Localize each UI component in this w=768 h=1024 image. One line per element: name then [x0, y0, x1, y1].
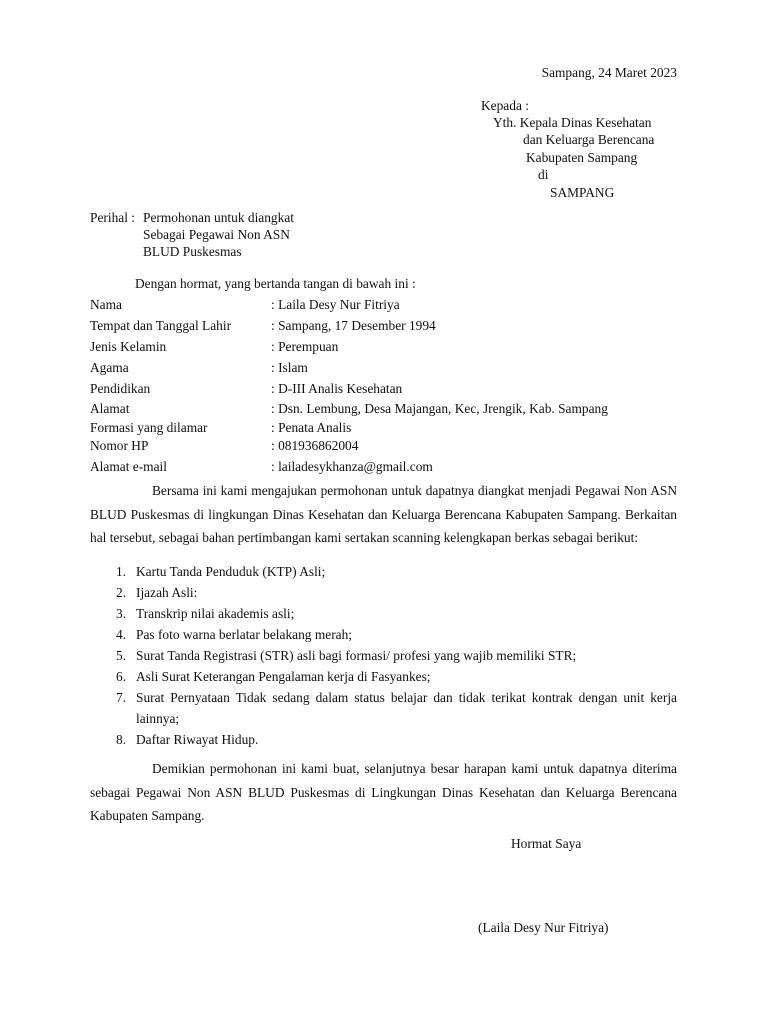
- identity-row-ttl: [90, 316, 690, 337]
- identity-table: [90, 295, 690, 477]
- list-number: 8.: [116, 732, 127, 747]
- perihal-line: Permohonan untuk diangkat: [143, 210, 294, 225]
- list-item: [90, 561, 677, 582]
- list-number: 1.: [116, 564, 127, 579]
- identity-key: Jenis Kelamin: [90, 338, 167, 354]
- list-text: Ijazah Asli:: [136, 585, 198, 600]
- list-text: Asli Surat Keterangan Pengalaman kerja di Fasyankes;: [136, 669, 431, 684]
- list-item: [90, 729, 677, 750]
- recipient-line: Yth. Kepala Dinas Kesehatan: [493, 115, 652, 131]
- recipient-line: Kabupaten Sampang: [526, 149, 638, 165]
- list-text: Daftar Riwayat Hidup.: [136, 732, 259, 747]
- recipient-line: SAMPANG: [550, 185, 615, 201]
- list-number: 5.: [116, 648, 127, 663]
- list-item: [90, 603, 677, 624]
- recipient-block: [481, 97, 654, 201]
- identity-row-nomor-hp: [90, 436, 690, 457]
- identity-row-email: [90, 457, 690, 478]
- list-item: [90, 687, 677, 729]
- list-number: 4.: [116, 627, 127, 642]
- perihal-line: Sebagai Pegawai Non ASN: [143, 227, 290, 242]
- body-paragraph-2: Demikian permohonan ini kami buat, selanjutnya besar harapan kami untuk dapatnya diterima sebagai Pegawai Non ASN BLUD Puskesmas di Lingkungan Dinas Kesehatan dan Keluarga Berencana Kabupaten Sampang.: [90, 761, 677, 823]
- list-text: Kartu Tanda Penduduk (KTP) Asli;: [136, 564, 326, 579]
- identity-value: : Penata Analis: [271, 419, 352, 435]
- identity-key: Pendidikan: [90, 380, 151, 396]
- list-number: 2.: [116, 585, 127, 600]
- identity-value: : D-III Analis Kesehatan: [271, 380, 403, 396]
- identity-key: Alamat: [90, 401, 130, 417]
- requirements-list: [90, 561, 677, 750]
- identity-key: Nomor HP: [90, 438, 149, 454]
- list-item: [90, 582, 677, 603]
- identity-row-pendidikan: [90, 378, 690, 399]
- identity-value: : 081936862004: [271, 438, 359, 454]
- identity-key: Agama: [90, 359, 129, 375]
- list-item: [90, 624, 677, 645]
- recipient-kepada: Kepada :: [481, 98, 529, 113]
- perihal-block: [90, 209, 294, 260]
- letter-date: Sampang, 24 Maret 2023: [541, 65, 677, 80]
- perihal-line: BLUD Puskesmas: [143, 244, 242, 259]
- identity-value: : Sampang, 17 Desember 1994: [271, 318, 436, 334]
- signature-name: (Laila Desy Nur Fitriya): [478, 920, 609, 935]
- greeting: Dengan hormat, yang bertanda tangan di bawah ini :: [135, 276, 416, 291]
- body-paragraph-1: Bersama ini kami mengajukan permohonan untuk dapatnya diangkat menjadi Pegawai Non ASN BLUD Puskesmas di lingkungan Dinas Kesehatan dan Keluarga Berencana Kabupaten Sampang. Berkaitan hal tersebut, sebagai bahan pertimbangan kami sertakan scanning kelengkapan berkas sebagai berikut:: [90, 483, 677, 545]
- identity-value: : Dsn. Lembung, Desa Majangan, Kec, Jrengik, Kab. Sampang: [271, 401, 608, 417]
- identity-row-nama: [90, 295, 690, 316]
- identity-value: : Laila Desy Nur Fitriya: [271, 297, 400, 313]
- list-item: [90, 666, 677, 687]
- recipient-line: di: [538, 166, 549, 182]
- identity-key: Alamat e-mail: [90, 458, 167, 474]
- list-text: Transkrip nilai akademis asli;: [136, 606, 295, 621]
- list-number: 6.: [116, 669, 127, 684]
- identity-value: : lailadesykhanza@gmail.com: [271, 458, 433, 474]
- identity-row-formasi: [90, 420, 690, 436]
- list-text: Pas foto warna berlatar belakang merah;: [136, 627, 353, 642]
- list-item: [90, 645, 677, 666]
- identity-key: Formasi yang dilamar: [90, 419, 208, 435]
- perihal-label: Perihal :: [90, 210, 135, 225]
- list-number: 3.: [116, 606, 127, 621]
- identity-row-alamat: [90, 399, 690, 420]
- identity-value: : Perempuan: [271, 338, 339, 354]
- identity-key: Tempat dan Tanggal Lahir: [90, 318, 232, 334]
- identity-row-jenis-kelamin: [90, 337, 690, 358]
- recipient-line: dan Keluarga Berencana: [523, 132, 655, 148]
- list-number: 7.: [116, 690, 127, 705]
- identity-key: Nama: [90, 297, 122, 313]
- identity-value: : Islam: [271, 359, 308, 375]
- list-text: Surat Tanda Registrasi (STR) asli bagi formasi/ profesi yang wajib memiliki STR;: [136, 648, 577, 663]
- identity-row-agama: [90, 357, 690, 378]
- list-text: Surat Pernyataan Tidak sedang dalam status belajar dan tidak terikat kontrak dengan unit kerja lainnya;: [136, 690, 677, 726]
- closing: Hormat Saya: [511, 836, 582, 851]
